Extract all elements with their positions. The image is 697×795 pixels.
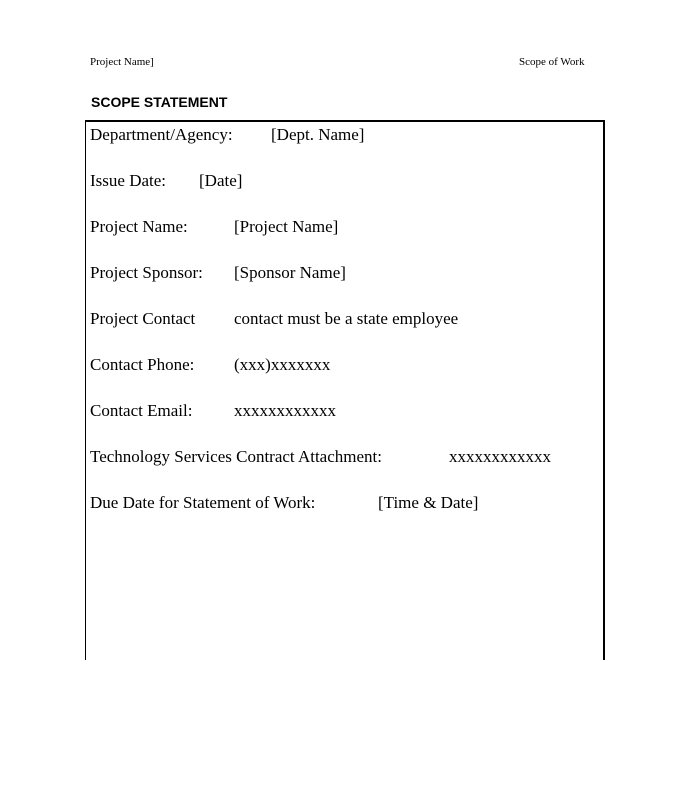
field-label: Technology Services Contract Attachment: bbox=[90, 447, 382, 466]
field-value: xxxxxxxxxxxx bbox=[234, 401, 336, 420]
field-value: [Dept. Name] bbox=[271, 125, 365, 144]
field-due-date bbox=[90, 492, 479, 514]
field-department-agency bbox=[90, 124, 365, 146]
field-label: Contact Phone: bbox=[90, 355, 195, 374]
field-value: xxxxxxxxxxxx bbox=[449, 447, 551, 466]
field-value: [Date] bbox=[199, 171, 243, 190]
field-label: Project Name: bbox=[90, 217, 188, 236]
field-label: Contact Email: bbox=[90, 401, 193, 420]
field-value: [Sponsor Name] bbox=[234, 263, 346, 282]
field-label: Project Contact bbox=[90, 309, 196, 328]
field-label: Issue Date: bbox=[90, 171, 167, 190]
field-value: [Time & Date] bbox=[378, 493, 479, 512]
field-label: Due Date for Statement of Work: bbox=[90, 493, 316, 512]
field-contact-email bbox=[90, 400, 336, 422]
header-doc-title: Scope of Work bbox=[519, 56, 585, 68]
scope-statement-box bbox=[85, 120, 605, 660]
field-value: [Project Name] bbox=[234, 217, 339, 236]
field-value: contact must be a state employee bbox=[234, 309, 459, 328]
field-project-sponsor bbox=[90, 262, 346, 284]
section-title: SCOPE STATEMENT bbox=[91, 94, 228, 110]
field-project-name bbox=[90, 216, 339, 238]
field-value: (xxx)xxxxxxx bbox=[234, 355, 331, 374]
field-contact-phone bbox=[90, 354, 331, 376]
field-issue-date bbox=[90, 170, 243, 192]
field-project-contact bbox=[90, 308, 459, 330]
header-project-name: Project Name] bbox=[90, 56, 154, 68]
field-label: Department/Agency: bbox=[90, 125, 233, 144]
field-contract-attachment bbox=[90, 446, 551, 468]
field-label: Project Sponsor: bbox=[90, 263, 203, 282]
